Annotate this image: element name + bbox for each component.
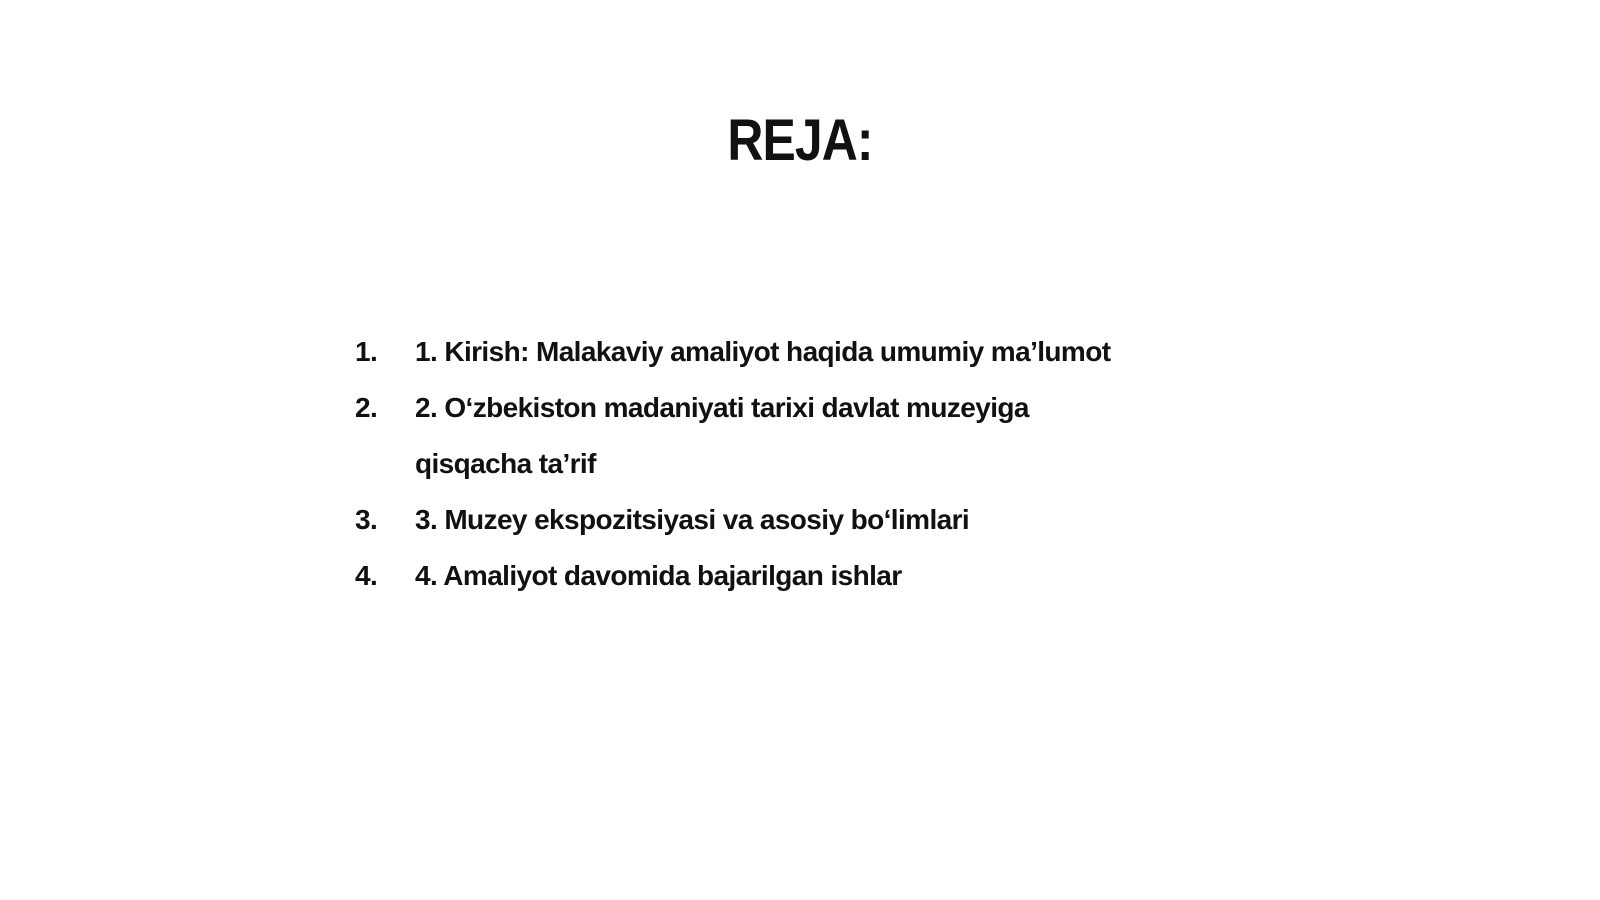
plan-item-number: 1. (355, 336, 378, 367)
slide-title: REJA: (727, 108, 873, 173)
plan-list (355, 324, 1135, 604)
plan-item-text: 3. Muzey ekspozitsiyasi va asosiy bo‘limlari (415, 504, 970, 535)
plan-item-text: 1. Kirish: Malakaviy amaliyot haqida umumiy ma’lumot (415, 336, 1111, 367)
plan-item-number: 4. (355, 560, 378, 591)
plan-item-3 (355, 492, 1135, 548)
plan-item-2 (355, 380, 1135, 492)
plan-item-4 (355, 548, 1135, 604)
plan-item-text: 2. O‘zbekiston madaniyati tarixi davlat muzeyiga qisqacha ta’rif (415, 392, 1029, 479)
plan-item-text: 4. Amaliyot davomida bajarilgan ishlar (415, 560, 902, 591)
plan-item-number: 3. (355, 504, 378, 535)
plan-item-1 (355, 324, 1135, 380)
plan-item-number: 2. (355, 392, 378, 423)
